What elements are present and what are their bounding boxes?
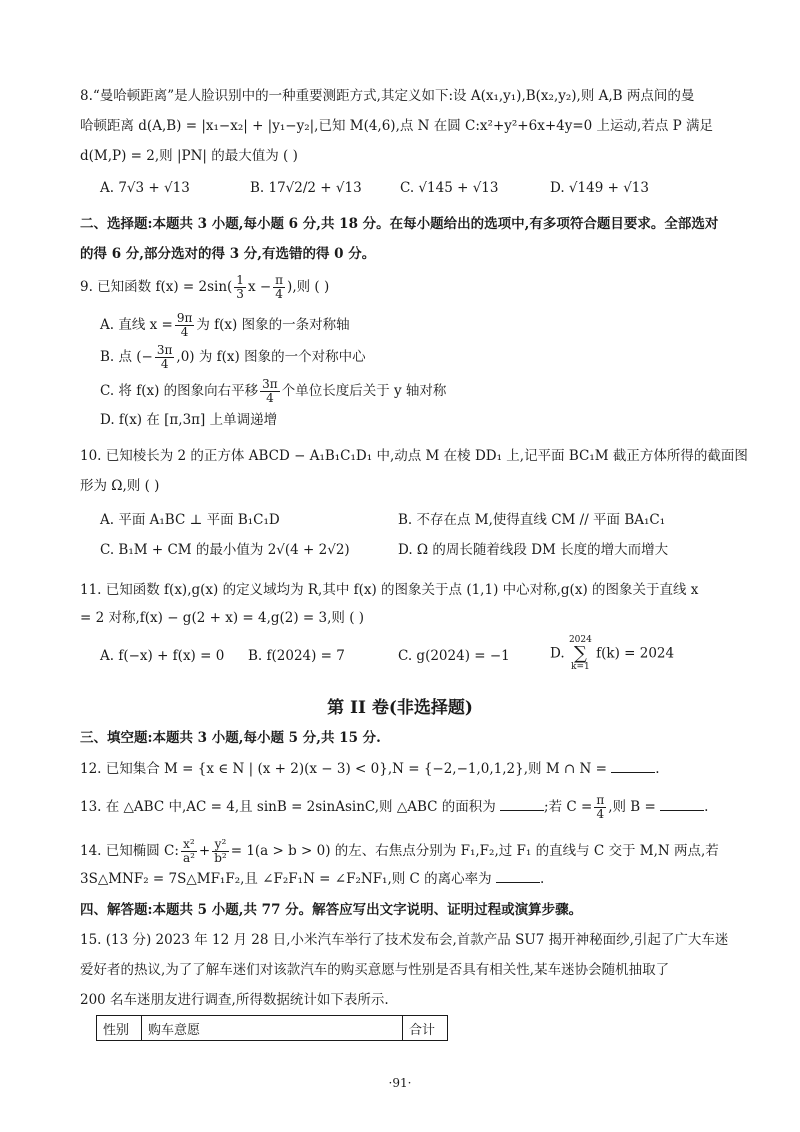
q8-option-b: B. 17√2/2 + √13 xyxy=(250,180,362,196)
q14-plus: + xyxy=(198,843,211,859)
q11-line2: = 2 对称,f(x) − g(2 + x) = 4,g(2) = 3,则 ( ) xyxy=(80,610,365,626)
table-header-gender: 性别 xyxy=(97,1016,142,1041)
frac-den: 4 xyxy=(596,807,605,821)
q10-line2: 形为 Ω,则 ( ) xyxy=(80,478,160,494)
q11-option-b: B. f(2024) = 7 xyxy=(248,648,345,664)
frac-num: π xyxy=(596,793,605,807)
q9-frac-1-3 xyxy=(234,274,246,301)
q12 xyxy=(80,758,730,779)
q14-line2 xyxy=(80,868,730,889)
q14-end: . xyxy=(539,871,545,887)
q10-option-b: B. 不存在点 M,使得直线 CM // 平面 BA₁C₁ xyxy=(398,512,666,528)
q10-option-c: C. B₁M + CM 的最小值为 2√(4 + 2√2) xyxy=(100,542,350,558)
q15-line3: 200 名车迷朋友进行调查,所得数据统计如下表所示. xyxy=(80,992,389,1008)
q9-option-a xyxy=(100,312,730,339)
q15-line1: 15. (13 分) 2023 年 12 月 28 日,小米汽车举行了技术发布会,首款产品 SU7 揭开神秘面纱,引起了广大车迷 xyxy=(80,932,729,948)
q9-option-c-text: C. 将 f(x) 的图象向右平移 xyxy=(100,383,259,399)
q9-option-a-text: A. 直线 x = xyxy=(100,317,173,333)
frac-num: 3π xyxy=(156,343,173,357)
q15-line2: 爱好者的热议,为了了解车迷们对该款汽车的购买意愿与性别是否具有相关性,某车迷协会随机抽取了 xyxy=(80,962,670,978)
q14-text: 14. 已知椭圆 C: xyxy=(80,843,179,859)
section2-heading-line1: 二、选择题:本题共 3 小题,每小题 6 分,共 18 分。在每小题给出的选项中,有多项符合题目要求。全部选对 xyxy=(80,216,719,232)
q8-line1: 8.“曼哈顿距离”是人脸识别中的一种重要测距方式,其定义如下:设 A(x₁,y₁),B(x₂,y₂),则 A,B 两点间的曼 xyxy=(80,88,695,104)
q9-option-b xyxy=(100,344,730,371)
q13-answer-blank-2[interactable] xyxy=(660,796,704,811)
q9-option-c xyxy=(100,378,730,405)
q11-line1: 11. 已知函数 f(x),g(x) 的定义域均为 R,其中 f(x) 的图象关于点 (1,1) 中心对称,g(x) 的图象关于直线 x xyxy=(80,582,699,598)
sigma-icon: ∑ xyxy=(573,643,587,664)
q9-stem-a: 9. 已知函数 f(x) = 2sin( xyxy=(80,279,233,295)
section3-heading: 三、填空题:本题共 3 小题,每小题 5 分,共 15 分. xyxy=(80,730,381,746)
frac-num: 3π xyxy=(262,377,278,391)
frac-den: 4 xyxy=(266,391,274,405)
part2-title: 第 II 卷(非选择题) xyxy=(327,698,473,718)
q10-option-a: A. 平面 A₁BC ⊥ 平面 B₁C₁D xyxy=(100,512,280,528)
frac-num: y² xyxy=(212,838,229,852)
q15-survey-table xyxy=(96,1015,448,1041)
q14-frac-y xyxy=(212,838,229,865)
frac-den: 4 xyxy=(275,287,283,301)
q14-frac-x xyxy=(181,838,197,865)
frac-den: a² xyxy=(182,851,195,865)
q10-line1: 10. 已知棱长为 2 的正方体 ABCD − A₁B₁C₁D₁ 中,动点 M 在棱 DD₁ 上,记平面 BC₁M 截正方体所得的截面图 xyxy=(80,448,748,464)
sum-lower: k=1 xyxy=(571,662,590,672)
frac-num: 9π xyxy=(176,311,193,325)
q11-option-d-tail: f(k) = 2024 xyxy=(596,645,675,662)
frac-num: π xyxy=(275,273,284,287)
frac-den: 4 xyxy=(160,357,169,371)
q9-option-a-frac xyxy=(175,312,195,339)
q9-option-a-tail: 为 f(x) 图象的一条对称轴 xyxy=(196,317,350,333)
frac-num: 1 xyxy=(236,273,244,287)
frac-den: 4 xyxy=(180,325,189,339)
q8-line2: 哈顿距离 d(A,B) = |x₁−x₂| + |y₁−y₂|,已知 M(4,6),点 N 在圆 C:x²+y²+6x+4y=0 上运动,若点 P 满足 xyxy=(80,118,713,134)
summation-symbol xyxy=(569,636,592,672)
q10-option-d: D. Ω 的周长随着线段 DM 长度的增大而增大 xyxy=(398,542,669,558)
q12-answer-blank[interactable] xyxy=(611,758,655,773)
table-header-total: 合计 xyxy=(403,1016,448,1041)
q11-option-d-label: D. xyxy=(550,645,565,662)
q13 xyxy=(80,794,730,821)
section2-heading-line2: 的得 6 分,部分选对的得 3 分,有选错的得 0 分。 xyxy=(80,246,376,262)
q13-text-c: ,则 B = xyxy=(608,799,656,815)
q9-stem-b: x − xyxy=(247,279,272,295)
q14-answer-blank[interactable] xyxy=(496,868,540,883)
q8-line3: d(M,P) = 2,则 |PN| 的最大值为 ( ) xyxy=(80,148,298,164)
q8-option-c: C. √145 + √13 xyxy=(400,180,499,196)
q12-end: . xyxy=(655,761,660,777)
q13-text: 13. 在 △ABC 中,AC = 4,且 sinB = 2sinAsinC,则 △ABC 的面积为 xyxy=(80,799,496,815)
q11-option-a: A. f(−x) + f(x) = 0 xyxy=(100,648,225,664)
q9-frac-pi-4 xyxy=(273,274,285,301)
q9-option-b-tail: ,0) 为 f(x) 图象的一个对称中心 xyxy=(176,349,366,365)
page-number: ·91· xyxy=(388,1076,412,1090)
frac-den: 3 xyxy=(236,287,244,301)
q13-answer-blank-1[interactable] xyxy=(500,796,544,811)
table-row xyxy=(97,1016,448,1041)
q9-stem xyxy=(80,274,730,301)
q9-option-b-text: B. 点 (− xyxy=(100,349,153,365)
table-header-intent: 购车意愿 xyxy=(142,1016,403,1041)
q8-option-d: D. √149 + √13 xyxy=(550,180,649,196)
q13-frac xyxy=(594,794,606,821)
q12-text: 12. 已知集合 M = {x ∈ N | (x + 2)(x − 3) < 0},N = {−2,−1,0,1,2},则 M ∩ N = xyxy=(80,761,607,777)
frac-num: x² xyxy=(181,838,197,852)
q11-option-c: C. g(2024) = −1 xyxy=(398,648,510,664)
q11-option-d xyxy=(550,636,674,672)
q13-text-b: ;若 C = xyxy=(544,799,593,815)
sum-upper: 2024 xyxy=(568,635,592,645)
q13-end: . xyxy=(704,799,709,815)
q14-text-b: = 1(a > b > 0) 的左、右焦点分别为 F₁,F₂,过 F₁ 的直线与 C 交于 M,N 两点,若 xyxy=(230,843,719,859)
q9-stem-c: ),则 ( ) xyxy=(287,279,330,295)
q9-option-d: D. f(x) 在 [π,3π] 上单调递增 xyxy=(100,412,278,428)
q14-line1 xyxy=(80,838,730,865)
q9-option-c-frac xyxy=(260,378,280,405)
q9-option-c-tail: 个单位长度后关于 y 轴对称 xyxy=(281,383,447,399)
q8-option-a: A. 7√3 + √13 xyxy=(100,180,190,196)
frac-den: b² xyxy=(214,851,227,865)
q9-option-b-frac xyxy=(155,344,175,371)
q14-text-line2: 3S△MNF₂ = 7S△MF₁F₂,且 ∠F₂F₁N = ∠F₂NF₁,则 C 的离心率为 xyxy=(80,871,492,887)
section4-heading: 四、解答题:本题共 5 小题,共 77 分。解答应写出文字说明、证明过程或演算步骤。 xyxy=(80,902,583,918)
